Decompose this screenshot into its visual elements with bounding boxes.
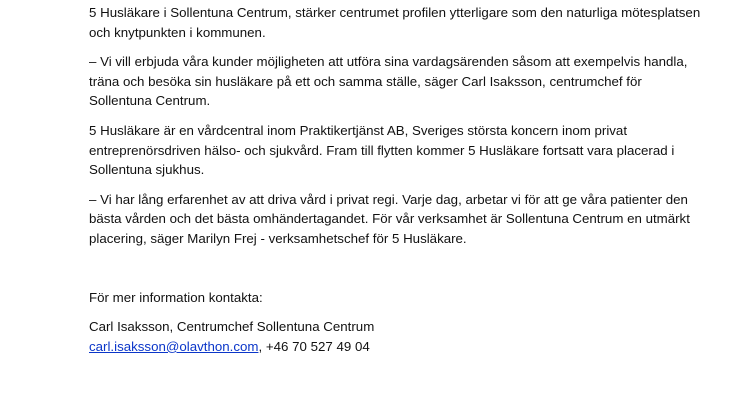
contact-heading: För mer information kontakta:: [89, 289, 263, 305]
paragraph-about: 5 Husläkare är en vårdcentral inom Praktikertjänst AB, Sveriges största koncern inom privat entreprenörsdriven hälso- och sjukvård. Fram till flytten kommer 5 Husläkare fortsatt vara placerad i Sollentuna sjukhus.: [89, 122, 675, 178]
paragraph-quote-marilyn: – Vi har lång erfarenhet av att driva vård i privat regi. Varje dag, arbetar vi för att ge våra patienter den bästa vården och det bästa omhändertagandet. För vår verksamhet är Sollentuna Centrum en utmärkt placering, säger Marilyn Frej - verksamhetschef för 5 Husläkare.: [89, 191, 690, 246]
contact-name-title: Carl Isaksson, Centrumchef Sollentuna Centrum: [89, 319, 375, 335]
paragraph-intro: 5 Husläkare i Sollentuna Centrum, stärker centrumet profilen ytterligare som den naturliga mötesplatsen och knytpunkten i kommunen.: [89, 5, 701, 40]
contact-phone: , +46 70 527 49 04: [258, 338, 370, 354]
paragraph-quote-carl: – Vi vill erbjuda våra kunder möjligheten att utföra sina vardagsärenden såsom att exempelvis handla, träna och besöka sin husläkare på ett och samma ställe, säger Carl Isaksson, centrumchef för Sollentuna Centrum.: [89, 54, 688, 109]
contact-email-link[interactable]: carl.isaksson@olavthon.com: [89, 338, 259, 354]
contact-details: [89, 337, 706, 357]
